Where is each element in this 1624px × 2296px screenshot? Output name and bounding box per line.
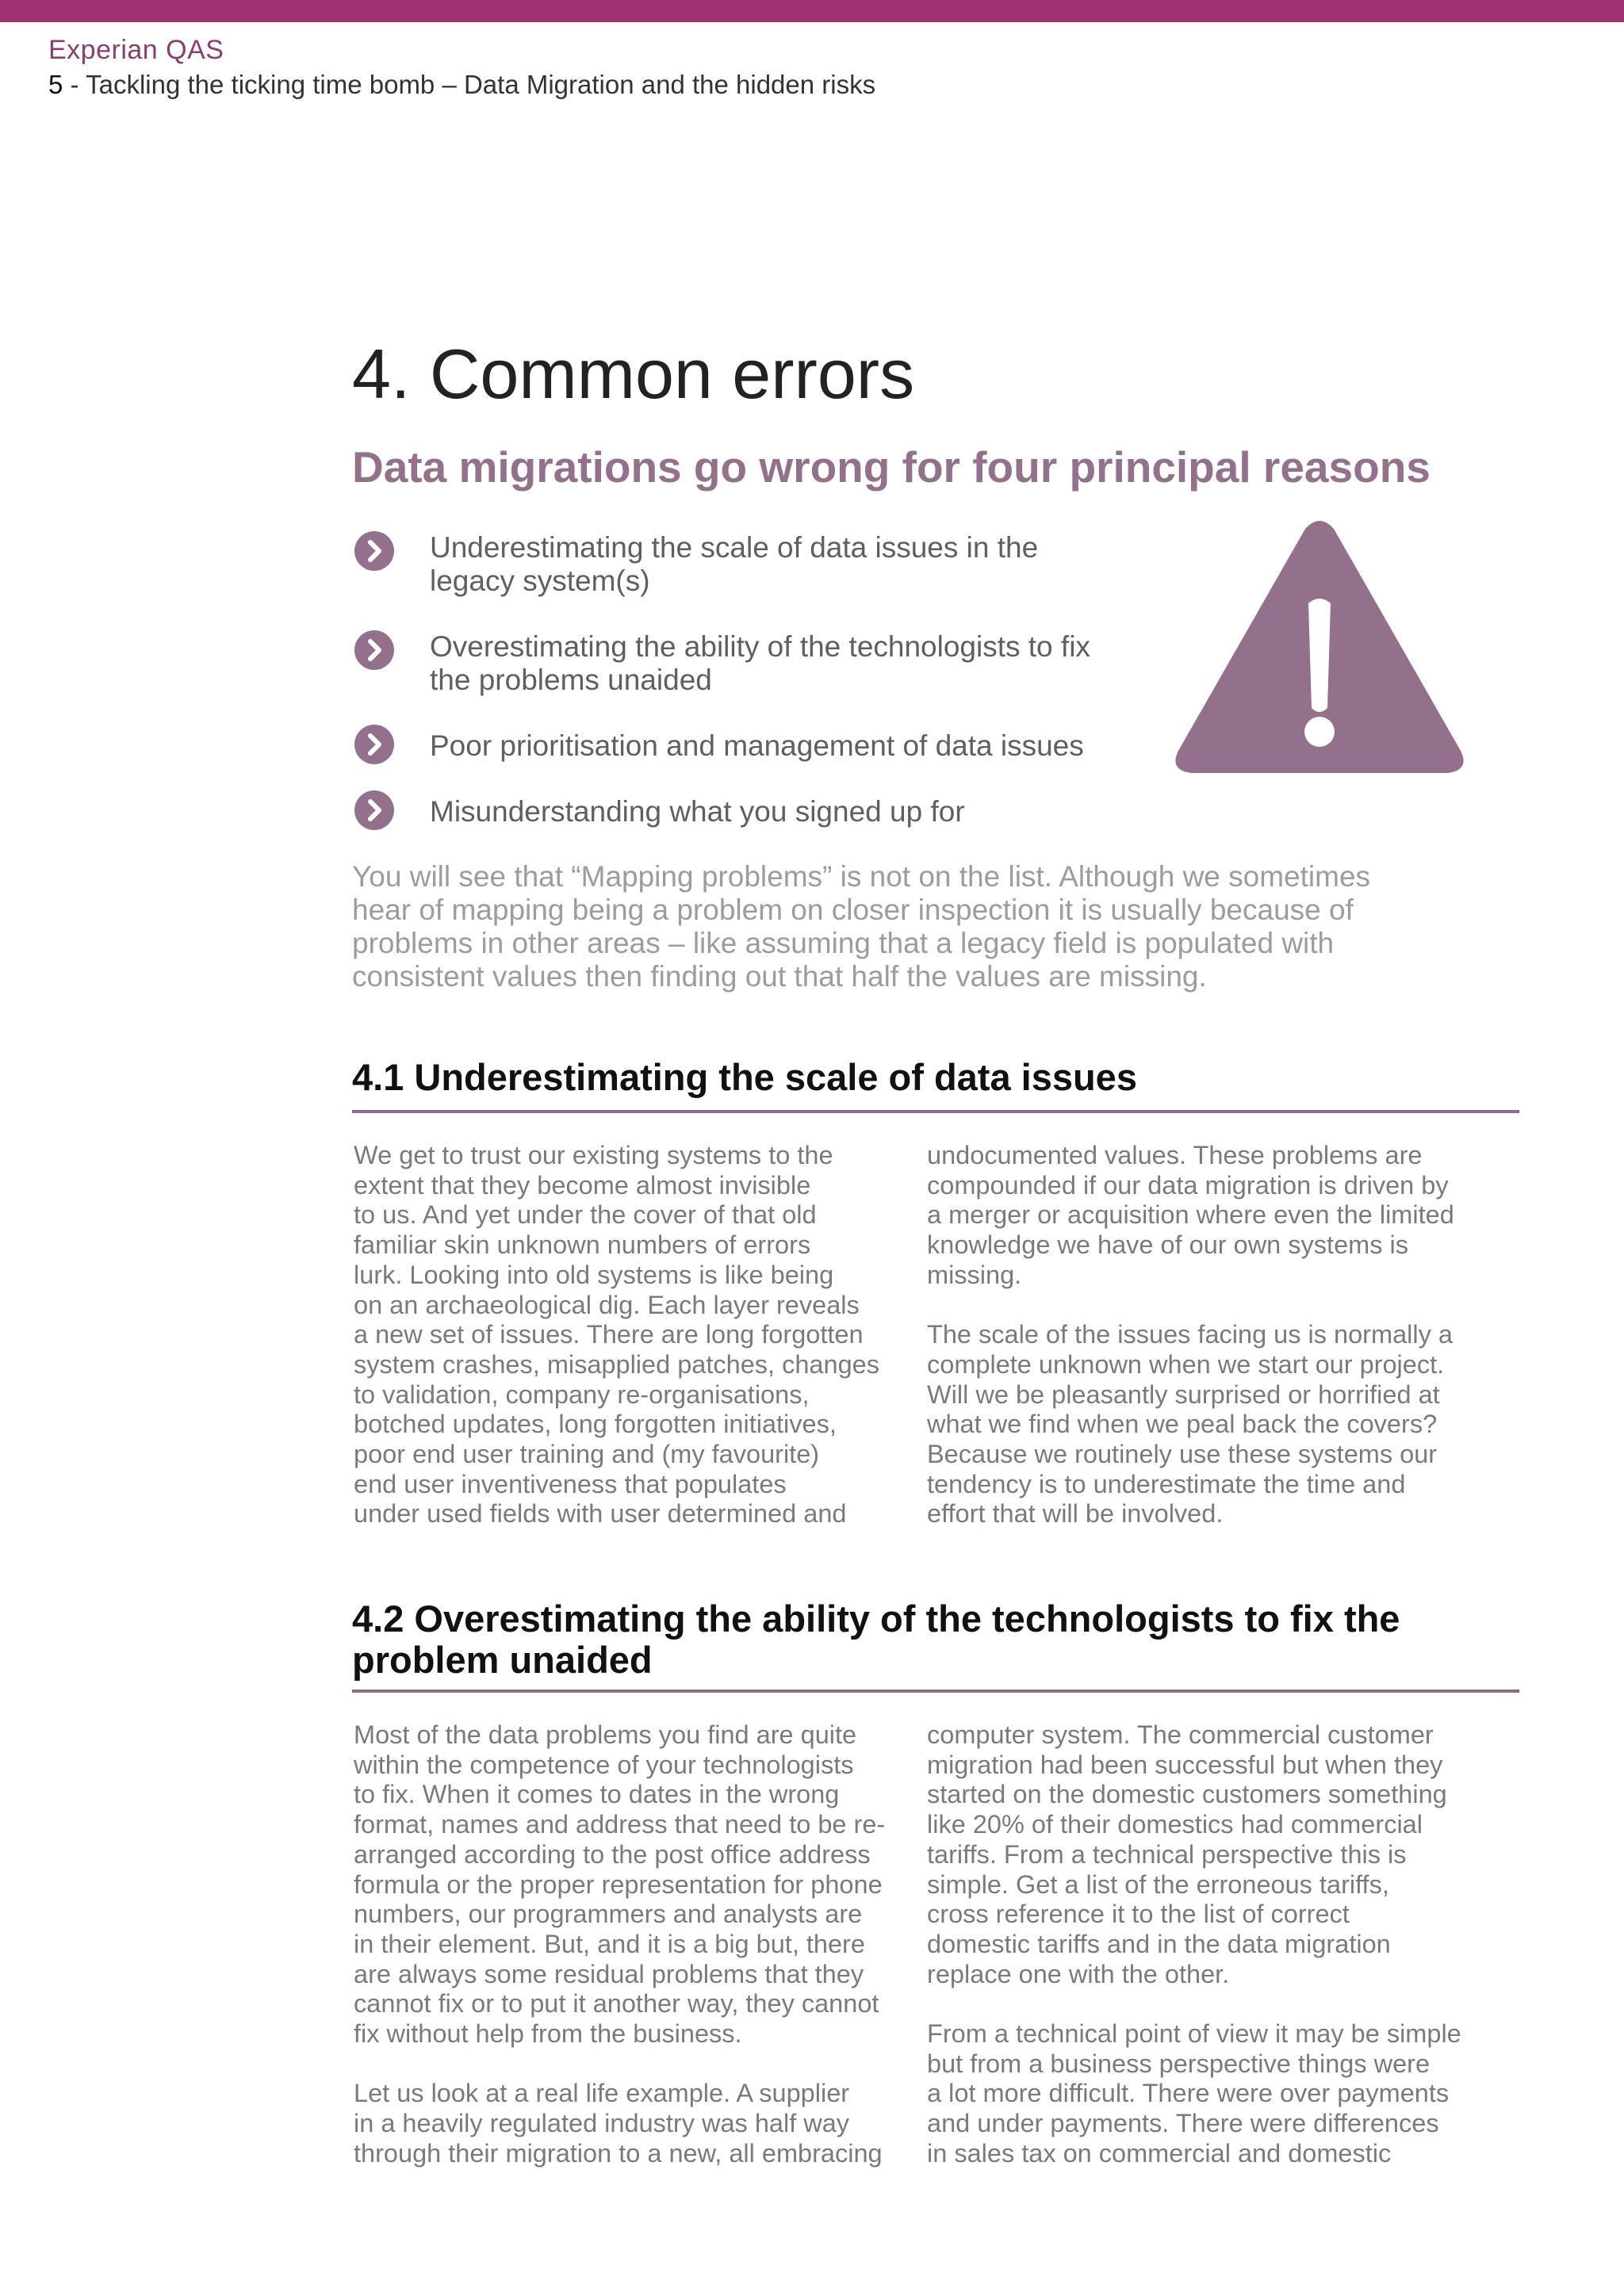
bullet-text: Misunderstanding what you signed up for: [430, 795, 965, 828]
chevron-right-circle-icon: [354, 531, 394, 571]
running-header: [48, 70, 875, 100]
section-divider: [352, 1689, 1519, 1693]
section-divider: [352, 1110, 1519, 1113]
text-column-left: [354, 1720, 893, 2198]
paragraph: The scale of the issues facing us is normally a complete unknown when we start our project. Will we be pleasantly surprised or horrified at what we find when we peal back the covers? Because we routinely use these systems our tendency is to underestimate the time and effort that will be involved.: [927, 1320, 1453, 1529]
subsection-heading: 4.2 Overestimating the ability of the technologists to fix the problem unaided: [352, 1598, 1400, 1681]
paragraph: We get to trust our existing systems to the extent that they become almost invisible to us. And yet under the cover of that old familiar skin unknown numbers of errors lurk. Looking into old systems is like being on an archaeological dig. Each layer reveals a new set of issues. There are long forgotten system crashes, misapplied patches, changes to validation, company re-organisations, botched updates, long forgotten initiatives, poor end user training and (my favourite) end user inventiveness that populates under used fields with user determined and: [354, 1141, 879, 1529]
paragraph: Let us look at a real life example. A supplier in a heavily regulated industry was half way through their migration to a new, all embracing: [354, 2079, 883, 2168]
paragraph: From a technical point of view it may be simple but from a business perspective things were a lot more difficult. There were over payments and under payments. There were differences in sales tax on commercial and domestic: [927, 2019, 1461, 2168]
subsection-heading: 4.1 Underestimating the scale of data issues: [352, 1056, 1137, 1098]
running-title: - Tackling the ticking time bomb – Data Migration and the hidden risks: [63, 70, 876, 99]
text-column-right: [927, 1141, 1466, 1559]
chevron-right-circle-icon: [354, 630, 394, 670]
brand-name: Experian QAS: [48, 35, 224, 65]
text-column-right: [927, 1720, 1466, 2198]
chevron-right-circle-icon: [354, 725, 394, 764]
section-subtitle: Data migrations go wrong for four principal reasons: [352, 442, 1431, 492]
paragraph: Most of the data problems you find are quite within the competence of your technologists to fix. When it comes to dates in the wrong format, names and address that need to be re- arranged according to the post office address formula or the proper representation for phone numbers, our programmers and analysts are in their element. But, and it is a big but, there are always some residual problems that they cannot fix or to put it another way, they cannot fix without help from the business.: [354, 1720, 886, 2049]
section-title: 4. Common errors: [352, 335, 915, 413]
intro-paragraph: You will see that “Mapping problems” is not on the list. Although we sometimes hear of mapping being a problem on closer inspection it is usually because of problems in other areas – like assuming that a legacy field is populated with consistent values then finding out that half the values are missing.: [352, 860, 1371, 993]
bullet-text: Poor prioritisation and management of data issues: [430, 729, 1084, 762]
paragraph: computer system. The commercial customer migration had been successful but when they started on the domestic customers something like 20% of their domestics had commercial tariffs. From a technical perspective this is simple. Get a list of the erroneous tariffs, cross reference it to the list of correct domestic tariffs and in the data migration replace one with the other.: [927, 1720, 1447, 1988]
bullet-text: Underestimating the scale of data issues in the legacy system(s): [430, 531, 1039, 597]
text-column-left: [354, 1141, 893, 1559]
page-number: 5: [48, 70, 63, 99]
paragraph: undocumented values. These problems are compounded if our data migration is driven by a merger or acquisition where even the limited knowledge we have of our own systems is missing.: [927, 1141, 1454, 1289]
warning-triangle-icon: [1172, 518, 1467, 776]
top-accent-bar: [0, 0, 1624, 22]
bullet-text: Overestimating the ability of the technologists to fix the problems unaided: [430, 630, 1090, 696]
chevron-right-circle-icon: [354, 790, 394, 830]
